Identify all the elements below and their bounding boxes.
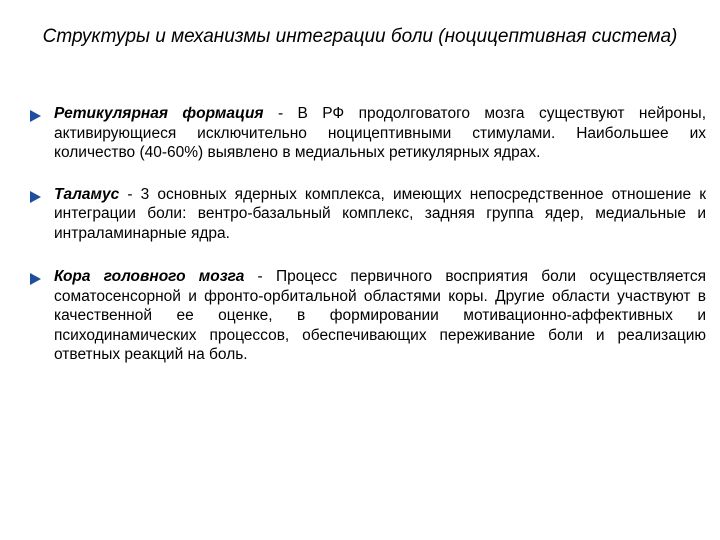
bullet-item-thalamus: [0, 185, 720, 244]
slide-title: Структуры и механизмы интеграции боли (ноцицептивная система): [42, 26, 678, 47]
triangle-bullet-icon: [30, 110, 41, 122]
bullet-description: - Процесс первичного восприятия боли осуществляется соматосенсорной и фронто-орбитальной областями коры. Другие области участвуют в качественной ее оценке, в формировании мотивационно-аффективных и психодинамических процессов, обеспечивающих переживание боли и реализацию ответных реакций на боль.: [54, 268, 706, 363]
bullet-description: - В РФ продолговатого мозга существуют нейроны, активирующиеся исключительно ноцицептивными стимулами. Наибольшее их количество (40-60%) выявлено в медиальных ретикулярных ядрах.: [54, 105, 707, 161]
triangle-bullet-icon: [30, 191, 41, 203]
bullet-item-cerebral-cortex: [0, 267, 720, 365]
bullet-item-reticular-formation: [0, 104, 720, 163]
bullet-term: Кора головного мозга: [54, 268, 245, 285]
bullet-text: [54, 104, 706, 163]
bullet-term: Таламус: [54, 185, 120, 203]
triangle-bullet-icon: [30, 273, 41, 285]
bullet-list: [0, 104, 720, 365]
bullet-text: [54, 267, 706, 365]
bullet-term: Ретикулярная формация: [54, 105, 264, 122]
bullet-description: - 3 основных ядерных комплекса, имеющих непосредственное отношение к интеграции боли: вентро-базальный комплекс, задняя группа ядер, медиальные и интраламинарные ядра.: [54, 185, 706, 242]
bullet-text: [54, 185, 706, 244]
